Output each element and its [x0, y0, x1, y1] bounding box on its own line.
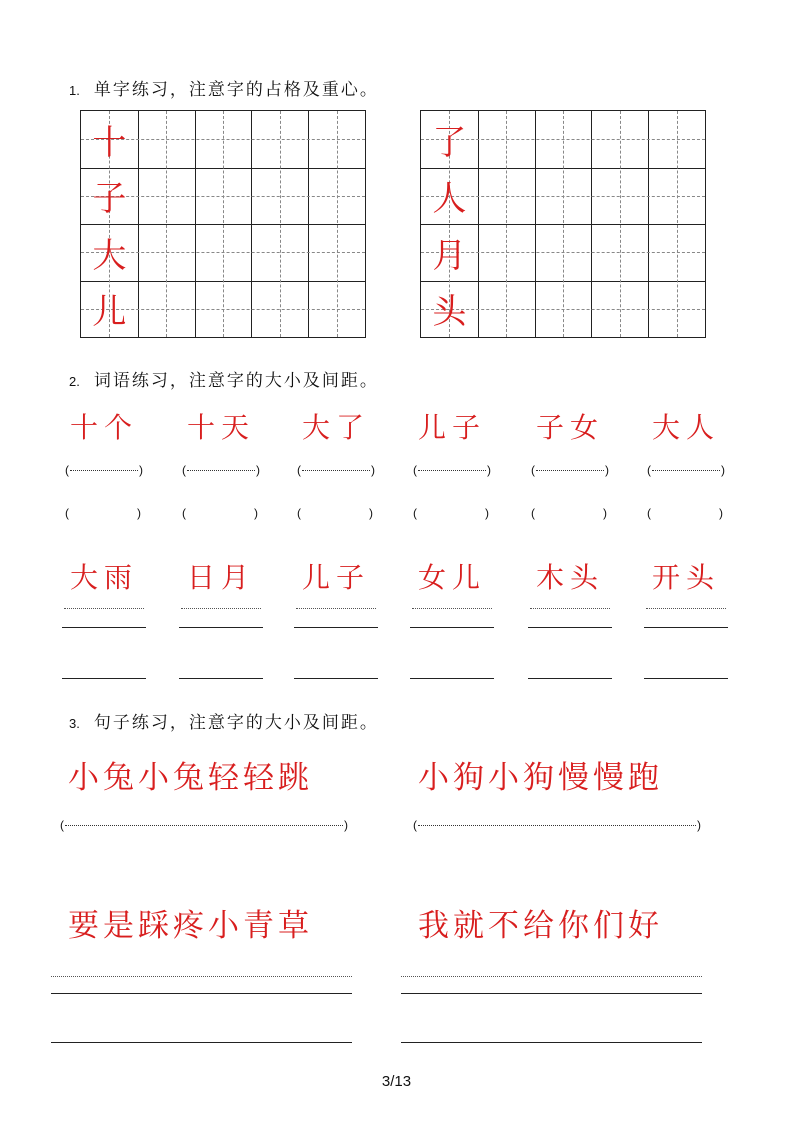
- word-item: 子女: [536, 411, 605, 444]
- paren-close: ): [137, 506, 141, 520]
- word-writing-line-2[interactable]: [410, 678, 494, 679]
- paren-close: ): [139, 463, 143, 477]
- practice-cell[interactable]: [648, 111, 705, 168]
- left-grid-model-char: 大: [92, 235, 127, 276]
- paren-open: (: [413, 506, 417, 520]
- page-indicator: 3/13: [381, 1073, 412, 1090]
- paren-close: ): [485, 506, 489, 520]
- word-item: 大了: [302, 411, 371, 444]
- section-3-title-text: 句子练习，注意字的大小及间距。: [93, 713, 379, 733]
- pinyin-slot-dotted[interactable]: [531, 463, 609, 477]
- sentence-4-writing-line[interactable]: [401, 993, 702, 994]
- word-item: 大雨: [70, 561, 139, 594]
- word-writing-line[interactable]: [62, 627, 146, 628]
- section-2-title-text: 词语练习，注意字的大小及间距。: [93, 371, 379, 391]
- practice-cell[interactable]: [195, 224, 252, 281]
- sentence-4: 我就不给你们好: [418, 908, 663, 944]
- practice-grid-right: [420, 110, 706, 338]
- left-grid-model-char: 儿: [92, 292, 127, 333]
- practice-cell[interactable]: [251, 111, 308, 168]
- practice-cell[interactable]: [251, 224, 308, 281]
- section-2-number: 2.: [69, 374, 80, 389]
- word-item: 开头: [652, 561, 721, 594]
- paren-open: (: [531, 506, 535, 520]
- practice-cell[interactable]: [535, 224, 592, 281]
- practice-cell[interactable]: [308, 224, 365, 281]
- practice-cell[interactable]: [138, 281, 195, 338]
- pinyin-slot-dotted[interactable]: [182, 463, 260, 477]
- word-writing-line[interactable]: [179, 627, 263, 628]
- section-1-title-text: 单字练习，注意字的占格及重心。: [93, 80, 379, 100]
- practice-cell[interactable]: [308, 168, 365, 225]
- pinyin-slot-blank[interactable]: [647, 506, 723, 520]
- practice-cell[interactable]: [138, 111, 195, 168]
- paren-close: ): [369, 506, 373, 520]
- word-item: 十天: [187, 411, 256, 444]
- practice-cell[interactable]: [251, 281, 308, 338]
- section-1-number: 1.: [69, 83, 80, 98]
- word-writing-line[interactable]: [410, 627, 494, 628]
- word-dotted-line: [530, 608, 610, 609]
- practice-cell[interactable]: [535, 168, 592, 225]
- word-writing-line[interactable]: [294, 627, 378, 628]
- right-grid-model-char: 了: [432, 122, 467, 163]
- sentence-2-pinyin-slot[interactable]: [413, 818, 701, 832]
- word-writing-line-2[interactable]: [528, 678, 612, 679]
- paren-close: ): [371, 463, 375, 477]
- left-grid-model-char: 十: [92, 122, 127, 163]
- sentence-2: 小狗小狗慢慢跑: [418, 760, 663, 796]
- paren-close: ): [254, 506, 258, 520]
- word-writing-line-2[interactable]: [62, 678, 146, 679]
- paren-open: (: [297, 506, 301, 520]
- word-dotted-line: [646, 608, 726, 609]
- pinyin-slot-dotted[interactable]: [413, 463, 491, 477]
- paren-close: ): [344, 818, 348, 832]
- word-writing-line-2[interactable]: [644, 678, 728, 679]
- pinyin-slot-blank[interactable]: [297, 506, 373, 520]
- paren-open: (: [182, 463, 186, 477]
- paren-open: (: [65, 463, 69, 477]
- sentence-4-writing-line-2[interactable]: [401, 1042, 702, 1043]
- word-item: 十个: [70, 411, 139, 444]
- practice-cell[interactable]: [138, 168, 195, 225]
- section-3-title: [69, 708, 379, 733]
- right-grid-model-char: 月: [432, 235, 467, 276]
- practice-cell[interactable]: [195, 168, 252, 225]
- paren-close: ): [256, 463, 260, 477]
- practice-cell[interactable]: [591, 111, 648, 168]
- pinyin-slot-blank[interactable]: [531, 506, 607, 520]
- pinyin-slot-dotted[interactable]: [297, 463, 375, 477]
- sentence-3: 要是踩疼小青草: [68, 908, 313, 944]
- paren-close: ): [697, 818, 701, 832]
- word-item: 日月: [187, 561, 256, 594]
- section-1-title: [69, 75, 379, 100]
- sentence-3-writing-line[interactable]: [51, 993, 352, 994]
- word-writing-line[interactable]: [528, 627, 612, 628]
- sentence-3-dotted-line: [51, 976, 352, 977]
- word-item: 木头: [536, 561, 605, 594]
- practice-cell[interactable]: [648, 281, 705, 338]
- practice-cell[interactable]: [535, 281, 592, 338]
- practice-cell[interactable]: [591, 224, 648, 281]
- word-dotted-line: [296, 608, 376, 609]
- practice-cell[interactable]: [478, 224, 535, 281]
- practice-cell[interactable]: [591, 281, 648, 338]
- paren-open: (: [60, 818, 64, 832]
- practice-cell[interactable]: [195, 281, 252, 338]
- pinyin-slot-dotted[interactable]: [65, 463, 143, 477]
- practice-cell[interactable]: [478, 168, 535, 225]
- practice-cell[interactable]: [138, 224, 195, 281]
- sentence-1: 小兔小兔轻轻跳: [68, 760, 313, 796]
- practice-cell[interactable]: [478, 111, 535, 168]
- practice-grid-left: [80, 110, 366, 338]
- sentence-1-pinyin-slot[interactable]: [60, 818, 348, 832]
- practice-cell[interactable]: [308, 111, 365, 168]
- word-dotted-line: [181, 608, 261, 609]
- practice-cell[interactable]: [478, 281, 535, 338]
- paren-open: (: [297, 463, 301, 477]
- practice-cell[interactable]: [308, 281, 365, 338]
- pinyin-slot-blank[interactable]: [413, 506, 489, 520]
- practice-cell[interactable]: [591, 168, 648, 225]
- left-grid-model-char: 子: [92, 179, 127, 220]
- paren-open: (: [65, 506, 69, 520]
- right-grid-model-char: 人: [432, 179, 467, 220]
- word-dotted-line: [64, 608, 144, 609]
- paren-open: (: [531, 463, 535, 477]
- paren-close: ): [605, 463, 609, 477]
- word-writing-line-2[interactable]: [179, 678, 263, 679]
- sentence-4-dotted-line: [401, 976, 702, 977]
- paren-open: (: [413, 818, 417, 832]
- word-writing-line-2[interactable]: [294, 678, 378, 679]
- paren-close: ): [719, 506, 723, 520]
- paren-open: (: [647, 506, 651, 520]
- word-item: 女儿: [418, 561, 487, 594]
- word-item: 儿子: [302, 561, 371, 594]
- paren-open: (: [647, 463, 651, 477]
- section-3-number: 3.: [69, 716, 80, 731]
- practice-cell[interactable]: [535, 111, 592, 168]
- pinyin-slot-dotted[interactable]: [647, 463, 725, 477]
- practice-cell[interactable]: [195, 111, 252, 168]
- paren-open: (: [413, 463, 417, 477]
- practice-cell[interactable]: [251, 168, 308, 225]
- pinyin-slot-blank[interactable]: [182, 506, 258, 520]
- paren-open: (: [182, 506, 186, 520]
- right-grid-model-char: 头: [432, 292, 467, 333]
- word-dotted-line: [412, 608, 492, 609]
- word-item: 大人: [652, 411, 721, 444]
- word-item: 儿子: [418, 411, 487, 444]
- paren-close: ): [721, 463, 725, 477]
- practice-cell[interactable]: [648, 168, 705, 225]
- section-2-title: [69, 366, 379, 391]
- paren-close: ): [603, 506, 607, 520]
- sentence-3-writing-line-2[interactable]: [51, 1042, 352, 1043]
- paren-close: ): [487, 463, 491, 477]
- word-writing-line[interactable]: [644, 627, 728, 628]
- practice-cell[interactable]: [648, 224, 705, 281]
- pinyin-slot-blank[interactable]: [65, 506, 141, 520]
